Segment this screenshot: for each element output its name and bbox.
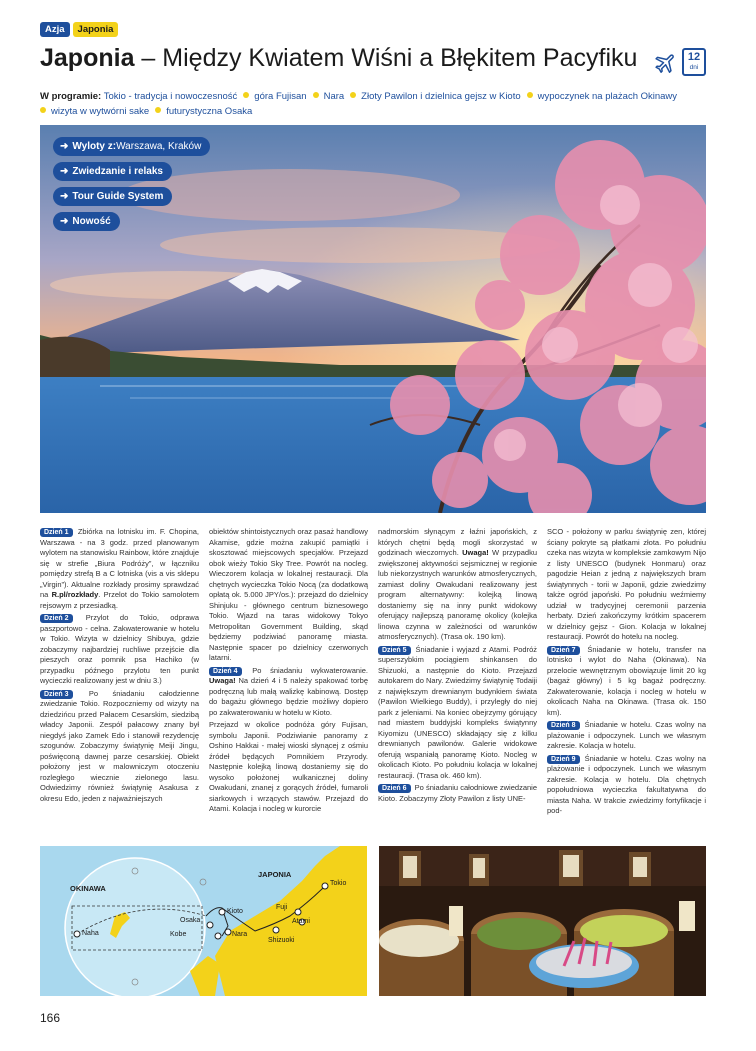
program-item: Złoty Pawilon i dzielnica gejsz w Kioto <box>361 91 521 102</box>
itinerary <box>40 527 706 835</box>
day-continued: nadmorskim słynącym z łaźni japońskich, z których chętni będą mogli skorzystać w godzinach wieczornych. Uwaga! W przypadku zwiększonej aktywności sejsmicznej w regionie lub niekorzystnych warunków atmosferycznych, zamiast doliny Owakudani realizowany jest program alternatywny: kolejką linową dostaniemy się na inny punkt widokowy oferujący najlepszą panoramę okolicy (kolejka linowa czynna w zależności od warunków atmosferycznych). (Trasa ok. 190 km). <box>378 527 537 641</box>
day-badge: Dzień 4 <box>209 667 242 676</box>
day-badge: Dzień 6 <box>378 784 411 793</box>
map-graphic <box>40 846 367 996</box>
duration-unit: dni <box>689 64 699 71</box>
day-badge: Dzień 9 <box>547 755 580 764</box>
route-map <box>40 846 367 996</box>
map-label-okinawa: OKINAWA <box>70 884 106 893</box>
map-label-fuji: Fuji <box>276 904 288 911</box>
badge-new: ➜ Nowość <box>53 212 120 231</box>
program-lead: W programie: <box>40 91 102 102</box>
arrow-right-icon: ➜ <box>60 166 69 177</box>
breadcrumb <box>40 22 118 37</box>
bullet-dot-icon <box>350 92 356 98</box>
day-continued: obiektów shintoistycznych oraz pasaż handlowy Akamise, gdzie można zakupić pamiątki i skosztować miejscowych specjałów. Przejazd obok wieży Tokio Sky Tree. Powrót na nocleg. Wieczorem kolacja w lokalnej restauracji. Dla chętnych wycieczka Tokio Nocą (za dodatkową opłatą ok. 5.000 JPY/os.): przejazd do dzielnicy Shinjuku - głównego centrum biznesowego Tokio. Wjazd na taras widokowy Tokyo Metropolitan Government Building, skąd będziemy podziwiać panoramę miasta. Następnie spacer po dzielnicy czerwonych latarni. <box>209 527 368 662</box>
program-item: Tokio - tradycja i nowoczesność <box>103 91 238 102</box>
day-continued: SCO - położony w parku świątynię zen, której ściany pokryte są płatkami złota. Po południu czeka nas wizyta w kompleksie zamkowym Nijo z listy UNESCO (budynek Honmaru) oraz pagodzie Heian z jedną z największych bram świątynnych - torii w Japonii, gdzie zwiedzimy także ogród japoński. Po południu weźmiemy udział w tradycyjnej ceremonii parzenia herbaty. Dzień zakończymy krótkim spacerem w dzielnicy gejsz - Gion. Kolacja w lokalnej restauracji. Powrót do hotelu na nocleg. <box>547 527 706 641</box>
program-list <box>40 89 720 119</box>
arrow-right-icon: ➜ <box>60 141 69 152</box>
day-entry: Dzień 6 Po śniadaniu całodniowe zwiedzanie Kioto. Zobaczymy Złoty Pawilon z listy UNE- <box>378 783 537 803</box>
title-country: Japonia <box>40 44 135 72</box>
day-entry: Dzień 1 Zbiórka na lotnisku im. F. Chopina, Warszawa - na 3 godz. przed planowanym wylotem na stanowisku Rainbow, które znajduje się w strefie „Biura Podróży”, w łączniku pomiędzy strefą B a C lotniska (vis a vis sklepu „Virgin”). Aktualne rozkłady prosimy sprawdzać na R.pl/rozkłady. Przelot do Tokio samolotem rejsowym z przesiadką. <box>40 527 199 610</box>
day-continued: Przejazd w okolice podnóża góry Fujisan, symbolu Japonii. Podziwianie panoramy z Oshino Hakkai - małej wioski słynącej z ośmiu źródeł będących Pomnikiem Przyrody. Następnie kolejką linową dostaniemy się do wysoko położonej wulkanicznej doliny Owakudani, znanej z gorących źródeł, fumaroli siarkowych i wrzących stawów. Przejazd do Atami. Kolacja i nocleg w kurorcie <box>209 720 368 813</box>
map-label-tokio: Tokio <box>330 880 347 887</box>
day-entry: Dzień 2 Przylot do Tokio, odprawa paszportowo - celna. Zakwaterowanie w hotelu w Tokio. Wizyta w dzielnicy Shibuya, gdzie zobaczymy najbardziej ruchliwe przejście dla pieszych oraz pomnik psa Hachiko (w przypadku późnego przylotu ten punkt wycieczki realizowany jest w dniu 3.) <box>40 613 199 685</box>
itinerary-column-3 <box>378 527 537 835</box>
map-label-kobe: Kobe <box>170 931 187 938</box>
hero-image <box>40 125 706 513</box>
day-entry: Dzień 3 Po śniadaniu całodzienne zwiedzanie Tokio. Rozpoczniemy od wizyty na dziedzińcu przed Pałacem Cesarskim, siedzibą władcy Japonii. Zespół pałacowy znany był niegdyś jako Zamek Edo i stanowił rezydencję szogunów. Zobaczymy świątynię Meiji Jingu, poświęconą dawnej parze cesarskiej. Obiekt położony jest w malowniczym otoczeniu rozległego wiecznie zielonego lasu. Odwiedzimy również świątynię Asakusa z okresu Edo, jeden z najważniejszych <box>40 688 199 803</box>
day-badge: Dzień 8 <box>547 721 580 730</box>
itinerary-column-4 <box>547 527 706 835</box>
badge-relax: ➜ Zwiedzanie i relaks <box>53 162 172 181</box>
map-label-naha: Naha <box>82 930 99 937</box>
market-photo <box>379 846 706 996</box>
tag-country: Japonia <box>73 22 119 37</box>
day-entry: Dzień 4 Po śniadaniu wykwaterowanie. Uwaga! Na dzień 4 i 5 należy spakować torbę podręczną lub małą walizkę kabinową. Dostęp do bagażu głównego będzie możliwy dopiero po zakwaterowaniu w hotelu w Kioto. <box>209 665 368 717</box>
bullet-dot-icon <box>155 107 161 113</box>
page-number: 166 <box>40 1011 61 1025</box>
program-item: góra Fujisan <box>254 91 307 102</box>
map-label-kioto: Kioto <box>227 908 243 915</box>
day-badge: Dzień 3 <box>40 690 73 699</box>
badge-departures: ➜ Wyloty z: Warszawa, Kraków <box>53 137 210 156</box>
map-label-osaka: Osaka <box>180 917 201 924</box>
day-badge: Dzień 2 <box>40 614 73 623</box>
program-item: futurystyczna Osaka <box>166 106 253 117</box>
badge-tour-guide: ➜ Tour Guide System <box>53 187 172 206</box>
day-badge: Dzień 1 <box>40 528 73 537</box>
day-entry: Dzień 7 Śniadanie w hotelu, transfer na lotnisko i wylot do Naha (Okinawa). Na przelocie wewnętrznym obowiązuje limit 20 kg (bagaż główny) i 5 kg bagaż podręczny. Zakwaterowanie, kolacja i nocleg w hotelu w okolicach Naha na Okinawa. (Trasa ok. 150 km). <box>547 644 706 717</box>
plane-icon <box>654 51 678 75</box>
day-badge: Dzień 7 <box>547 646 580 655</box>
page-title <box>40 44 637 73</box>
day-entry: Dzień 9 Śniadanie w hotelu. Czas wolny na plażowanie i odpoczynek. Lunch we własnym zakresie. Kolacja w hotelu. Dla chętnych popołudniowa wycieczka fakultatywna do miasta Naha. W trakcie zwiedzimy fortyfikacje i pod- <box>547 753 706 815</box>
day-entry: Dzień 8 Śniadanie w hotelu. Czas wolny na plażowanie i odpoczynek. Lunch we własnym zakresie. Kolacja w hotelu. <box>547 720 706 750</box>
map-label-atami: Atami <box>292 918 310 925</box>
tag-region: Azja <box>40 22 70 37</box>
feature-badges <box>53 137 210 231</box>
bullet-dot-icon <box>313 92 319 98</box>
map-label-shizuoki: Shizuoki <box>268 937 295 944</box>
title-subtitle: – Między Kwiatem Wiśni a Błękitem Pacyfiku <box>134 44 638 72</box>
bullet-dot-icon <box>243 92 249 98</box>
map-label-japonia: JAPONIA <box>258 870 292 879</box>
pickled-vegetables-illustration <box>379 846 706 996</box>
itinerary-column-2 <box>209 527 368 835</box>
arrow-right-icon: ➜ <box>60 191 69 202</box>
duration-badge <box>682 48 706 76</box>
bullet-dot-icon <box>40 107 46 113</box>
arrow-right-icon: ➜ <box>60 216 69 227</box>
program-item: wizyta w wytwórni sake <box>51 106 150 117</box>
day-entry: Dzień 5 Śniadanie i wyjazd z Atami. Podróż superszybkim pociągiem shinkansen do Shizuoki, a następnie do Kioto. Przejazd autokarem do Nary. Zwiedzimy świątynię Todaiji z największym drewnianym budynkiem świata (Pawilon Wielkiego Buddy), i przyległy do niej park z jeleniami. Na koniec obejrzymy górujący nad miastem buddyjski kompleks świątynny Kiyomizu (UNESCO) składający się z kilku drewnianych pawilonów. Galerie widokowe oferują wspaniałą panoramę Kioto. Nocleg w okolicach Kioto. Po południu kolacja w lokalnej restauracji. (Trasa ok. 460 km). <box>378 644 537 780</box>
bullet-dot-icon <box>527 92 533 98</box>
map-label-nara: Nara <box>232 931 248 938</box>
duration-number: 12 <box>687 51 701 63</box>
day-badge: Dzień 5 <box>378 646 411 655</box>
program-item: wypoczynek na plażach Okinawy <box>537 91 678 102</box>
program-item: Nara <box>323 91 345 102</box>
itinerary-column-1 <box>40 527 199 835</box>
